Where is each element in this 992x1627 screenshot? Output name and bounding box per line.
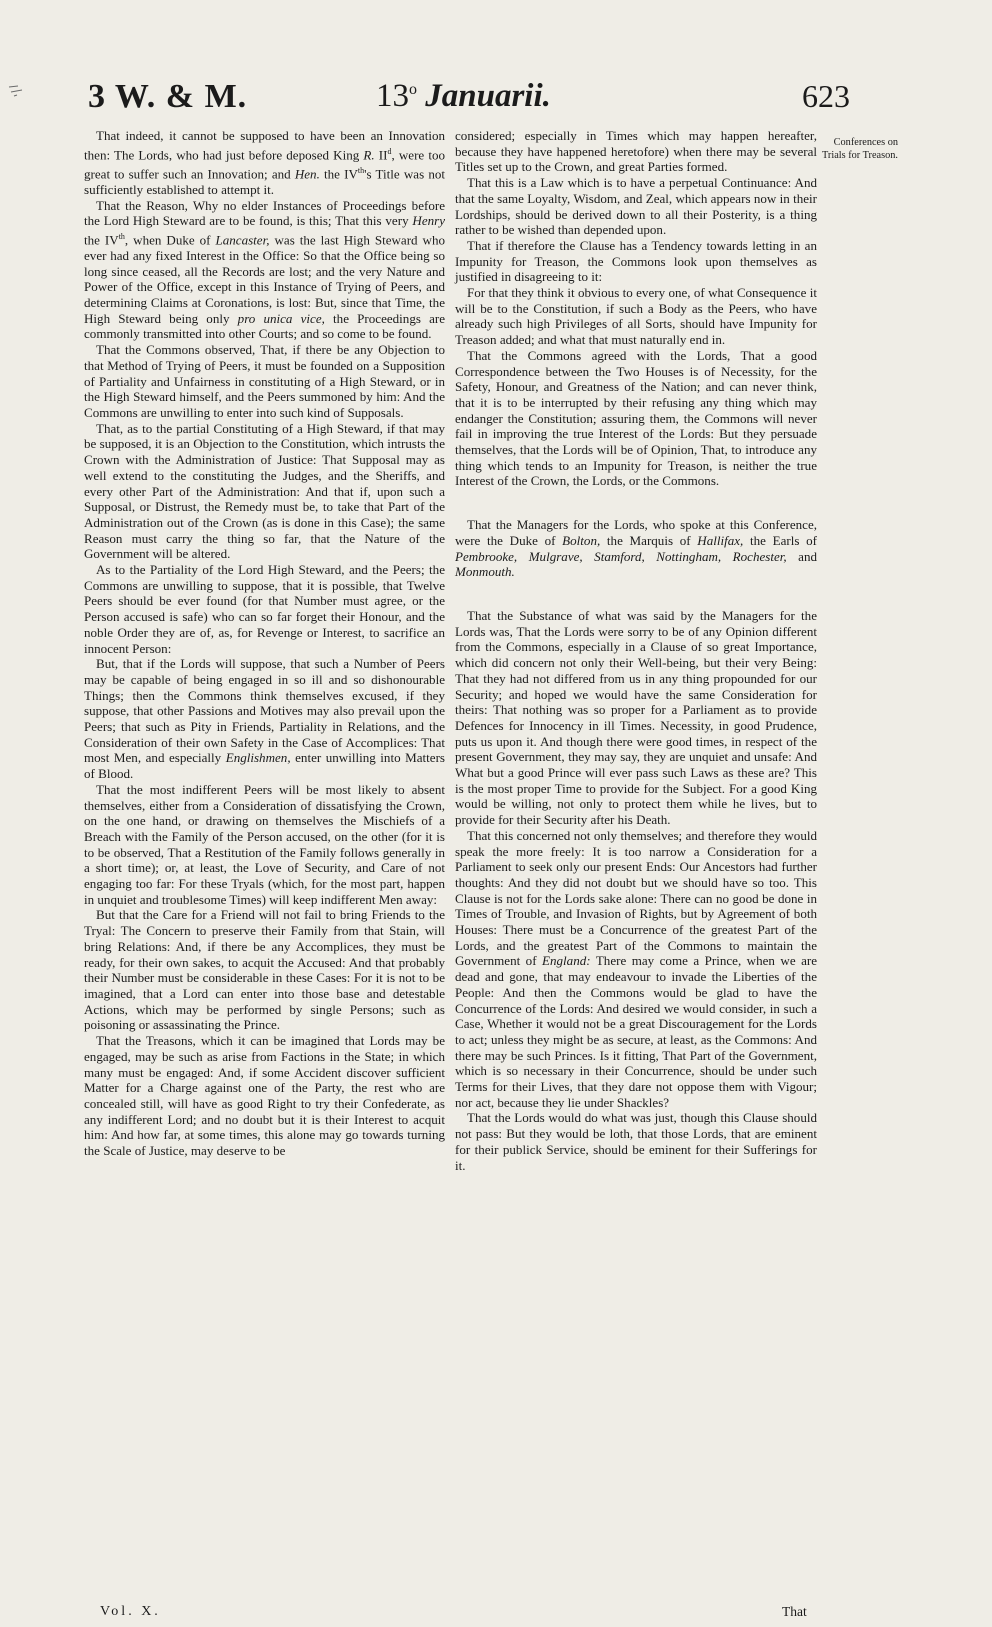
paragraph [455,1110,817,1173]
text-run: That, as to the partial Constituting of a High Steward, if that may be supposed, it is an Objection to the Constitution, which intrusts the Crown with the Administration of Justice: That Supposal may as well extend to the constituting the Judges, and the Sheriffs, and every other Part of the Administration: And that if, upon such a Supposal, or Distrust, the Remedy must be, to take that Part of the Administration out of the Crown (as is done in this Case); the same Reason must carry the thing so far, that the Nature of the Government will be altered. [84,420,445,562]
marginal-note: Conferences on Trials for Treason. [822,137,898,161]
italic-text: Monmouth. [455,564,515,580]
right-column [455,128,817,1173]
text-run: For that they think it obvious to every one, of what Consequence it will be to the Constitution, if such a Body as the Peers, who have already such high Privileges of all Sorts, should have Impunity for Treason added; and what that must naturally end in. [455,285,817,348]
page-header [88,78,850,122]
text-run: enter unwilling into Matters of Blood. [84,750,445,782]
date-month: Januarii. [425,78,551,114]
paragraph [84,128,445,198]
text-run: As to the Partiality of the Lord High Steward, and the Peers; the Commons are unwilling to suppose, that it is possible, that Twelve Peers should be ever found (for that Number must agree, or the Person accused is safe) who can so far forget their Honour, and the noble Order they are of, as, for Revenge or Interest, to sacrifice an innocent Person: [84,562,445,656]
paragraph [84,562,445,656]
volume-signature: Vol. X. [100,1604,161,1619]
paragraph [84,656,445,782]
text-run: 's Title was not sufficiently established to attempt it. [84,166,445,197]
text-run: , were too great to suffer such an Innovation; and [84,147,446,182]
text-run: That indeed, it cannot be supposed to have been an Innovation then: The Lords, who had just before deposed King [84,128,445,163]
italic-text: England: [542,953,591,969]
paragraph [455,828,817,1111]
left-column [84,128,445,1159]
italic-text: Hen. [294,166,320,182]
italic-text: Lancaster, [215,232,270,248]
italic-text: Henry [412,213,445,229]
text-run: the IV [84,232,119,248]
italic-text: Pembrooke, Mulgrave, Stamford, Nottingham, Rochester, [455,548,787,564]
paragraph [84,342,445,421]
date-heading [376,78,551,115]
paragraph [84,1033,445,1159]
paragraph [84,782,445,908]
paragraph [84,907,445,1033]
date-sup: o [409,81,417,98]
margin-mark-icon [8,84,24,98]
text-run: considered; especially in Times which may happen hereafter, because they have happened heretofore) when there may be several Titles set up to the Crown, and great Parties formed. [455,128,817,175]
superscript-text: th [357,165,365,175]
text-run: That this concerned not only themselves; and therefore they would speak the more freely: It is too narrow a Consideration for a Parliament to seek only our present Ends: Our Ancestors had further thoughts: And they did not doubt but we should have so too. This Clause is not for the Lords sake alone: There can no good be done in Times of Trouble, and Invasion of Rights, but by Agreement of both Houses: There must be a Concurrence of the greatest Part of the Lords, and the greatest Part of the Commons to maintain the Government of [455,827,817,969]
text-run: But, that if the Lords will suppose, that such a Number of Peers may be capable of being engaged in so ill and so dishonourable Things; then the Commons think themselves excused, if they suppose, that other Passions and Motives may also prevail upon the Peers; that such as Pity in Friends, Partiality in Relations, and the Consideration of their own Safety in the Case of Accomplices: That most Men, and especially [84,656,445,766]
text-run: That the Commons agreed with the Lords, That a good Correspondence between the Two Houses is of Necessity, for the Safety, Honour, and Greatness of the Nation; and can never think, that it is to be interrupted by their refusing any thing which may endanger the Constitution; assuring them, the Commons will never fail in improving the true Interest of the Lords: But they persuade themselves, that the Lords will be of Opinion, That, to introduce any thing which tends to an Impunity for Treason, is neither the true Interest of the Crown, the Lords, or the Commons. [455,347,817,489]
text-run: There may come a Prince, when we are dead and gone, that may endeavour to invade the Liberties of the People: And then the Commons would be glad to have the Concurrence of the Lords: And desired we would consider, in such a Case, Whether it would not be a great Discouragement for the Lords to act; unless they might be as secure, at least, as the Commons: And there may be such Princes. Is it fitting, That Part of the Government, which is so necessary in their Concurrence, should be under such Terms for their Lives, that they dare not oppose them with Vigour; nor act, because they lie under Shackles? [455,953,818,1110]
paragraph [455,175,817,238]
catchword: That [782,1604,807,1619]
text-run: That the Lords would do what was just, though this Clause should not pass: But they would be loth, that those Lords, that are eminent for their publick Service, should be eminent for their Sufferings for it. [455,1110,817,1173]
text-run: was the last High Steward who ever had any fixed Interest in the Office: So that the Office being so long since ceased, all the Records are lost; and the very Nature and Power of the Office, except in this Instance of Trying of Peers, and determining Claims at Coronations, is lost: But, since that Time, the High Steward being only [84,232,446,326]
text-run: II [374,147,388,163]
paragraph [455,348,817,489]
paragraph [455,238,817,285]
paragraph [84,198,445,343]
text-run: That the Reason, Why no elder Instances of Proceedings before the Lord High Steward are to be found, is this; That this very [84,197,445,229]
paragraph [455,128,817,175]
superscript-text: d [387,146,392,156]
text-run: That the Managers for the Lords, who spoke at this Conference, were the Duke of [455,517,817,548]
text-run: That this is a Law which is to have a perpetual Continuance: And that the same Loyalty, Wisdom, and Zeal, which appears now in their Lordships, should be derived down to all their Posterity, is a thing rather to be wished than depended upon. [455,175,817,238]
paragraph [84,421,445,562]
paragraph [455,608,817,828]
reign-heading: 3 W. & M. [88,78,248,115]
text-run: That the most indifferent Peers will be most likely to absent themselves, either from a Consideration of dissatisfying the Crown, on the one hand, or drawing on themselves the Mischiefs of a Breach with the Family of the Person accused, on the other (for it is to be observed, That a Restitution of the Family follows generally in a short time); or, at least, the Love of Security, and Care of not engaging too far: For these Tryals (which, for the most part, happen in unquiet and troublesome Times) will keep indifferent Men away: [84,781,445,907]
text-run: the IV [319,166,358,182]
italic-text: Englishmen, [225,750,291,766]
date-day: 13 [376,78,409,114]
superscript-text: th [118,231,125,241]
italic-text: R. [363,147,375,163]
text-run: the Marquis of [600,532,698,548]
italic-text: Hallifax, [697,532,744,548]
page-number: 623 [802,78,850,114]
italic-text: Bolton, [562,532,601,548]
text-run: the Earls of [743,532,817,548]
paragraph [455,517,817,580]
text-run: , when Duke of [124,232,216,248]
text-run: That the Substance of what was said by the Managers for the Lords was, That the Lords were sorry to be of any Opinion different from the Commons, especially in a Clause of so great Importance, which did concern not only their Well-being, but their very Being: That they had not differed from us in any thing propounded for our Security; and hoped we would have the same Consideration for theirs: That nothing was so proper for a Parliament as to provide Defences for Innocency in ill Times. Necessity, in good Prudence, puts us upon it. And though there were good times, in respect of the present Government, they may say, they are unquiet and unsafe: And What but a good Prince will ever pass such Laws as these are? This is the most proper Time to provide for the Subject. For a good King would be willing, not only to protect them while he lives, but to provide for their Security after his Death. [455,607,817,828]
text-run: But that the Care for a Friend will not fail to bring Friends to the Tryal: The Concern to preserve their Family from that Stain, will bring Relations: And, if there be any Accomplices, they must be ready, for their own sakes, to acquit the Accused: And that probably their Number must be considerable in these Cases: For it is not to be imagined, that a Lord can enter into those base and detestable Actions, which may be performed by single Persons; such as poisoning or assassinating the Prince. [84,907,445,1033]
paragraph [455,285,817,348]
text-run: the Proceedings are commonly transmitted into other Courts; and so come to be found. [84,310,446,342]
text-run: That if therefore the Clause has a Tendency towards letting in an Impunity for Treason, the Commons look upon themselves as justified in disagreeing to it: [455,237,817,285]
text-run: That the Treasons, which it can be imagined that Lords may be engaged, may be such as arise from Factions in the State; in which many must be engaged: And, if some Accident discover sufficient Matter for a Charge against one of the Party, the rest who are concealed still, will have as good Right to try their Confederate, as any indifferent Lord; and no doubt but it is their Interest to acquit him: And how far, at some times, this alone may go towards turning the Scale of Justice, may deserve to be [84,1033,445,1159]
text-run: and [786,548,817,564]
text-run: That the Commons observed, That, if there be any Objection to that Method of Trying of Peers, it must be founded on a Supposition of Partiality and Unfairness in constituting of a High Steward, or in the High Steward himself, and the Peers summoned by him: And the Commons are unwilling to enter into such kind of Supposals. [84,342,445,420]
italic-text: pro unica vice, [237,310,325,326]
